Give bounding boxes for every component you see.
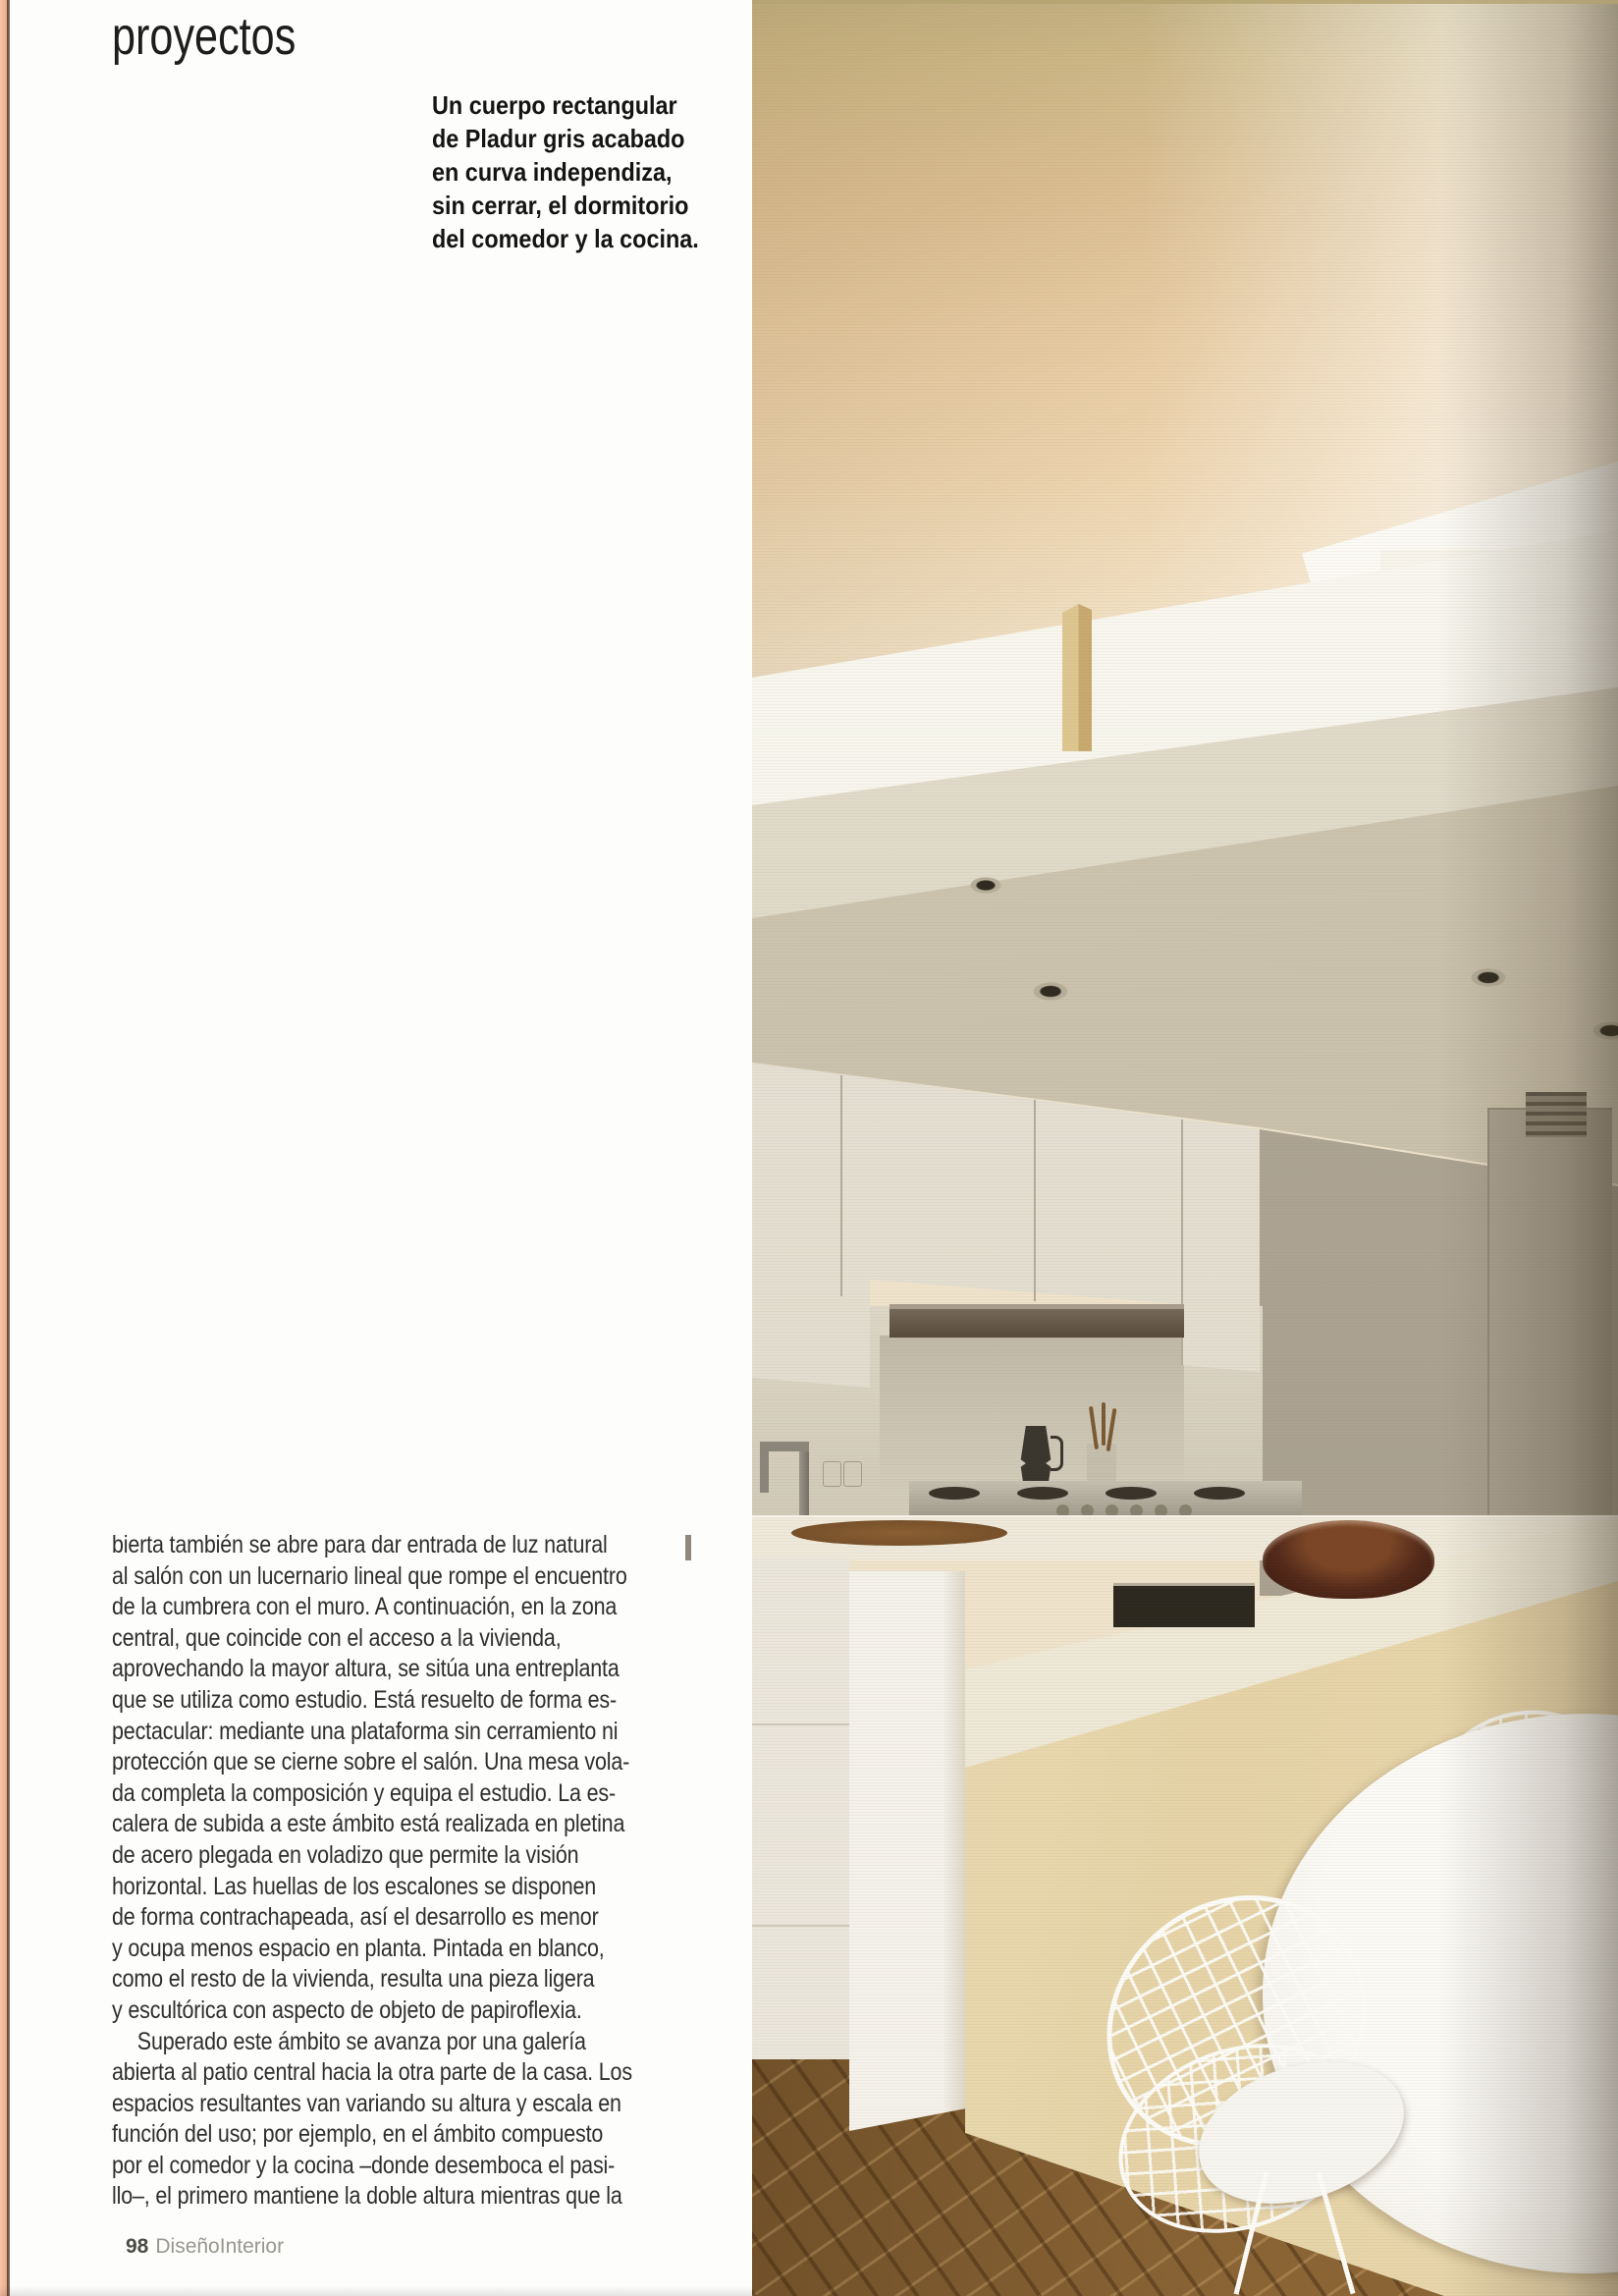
burner-grate — [929, 1487, 980, 1500]
scan-edge-line — [752, 0, 1618, 4]
moka-pot-handle — [1051, 1436, 1063, 1471]
text-line: Un cuerpo rectangular — [432, 90, 677, 120]
drawer-seam — [752, 1723, 849, 1725]
text-line: de Pladur gris acabado — [432, 124, 685, 153]
text-line: función del uso; por ejemplo, en el ámbito compuesto — [112, 2120, 604, 2149]
page-footer — [126, 2235, 284, 2259]
burner-grate — [1106, 1487, 1157, 1500]
burner-grate — [1194, 1487, 1245, 1500]
text-line: abierta al patio central hacia la otra parte de la casa. Los — [112, 2058, 632, 2087]
cabinet-seam — [840, 1075, 842, 1296]
text-line: por el comedor y la cocina –donde desemboca el pasi- — [112, 2151, 616, 2179]
drawer-seam — [752, 1925, 849, 1927]
page-number: 98 — [126, 2235, 149, 2258]
lower-drawer-fronts — [752, 1558, 849, 2059]
tall-gray-door — [1487, 1108, 1612, 1542]
text-line: horizontal. Las huellas de los escalones se disponen — [112, 1872, 597, 1900]
white-pilaster — [849, 1571, 965, 2131]
oven-handle-slot — [1113, 1583, 1255, 1627]
text-line: y escultórica con aspecto de objeto de papiroflexia. — [112, 1995, 582, 2024]
text-line: pectacular: mediante una plataforma sin cerramiento ni — [112, 1717, 619, 1745]
ceiling-spotlight — [1471, 968, 1506, 987]
text-line: central, que coincide con el acceso a la vivienda, — [112, 1623, 562, 1652]
article-body — [112, 1530, 717, 2213]
pladur-pillar — [1062, 604, 1092, 751]
text-line: da completa la composición y equipa el estudio. La es- — [112, 1778, 616, 1807]
vent-grille — [1526, 1092, 1587, 1137]
text-line: de forma contrachapeada, así el desarrollo es menor — [112, 1903, 599, 1932]
page-bottom-shadow — [0, 2286, 752, 2296]
ceiling-spotlight — [1033, 982, 1068, 1001]
faucet-spout — [760, 1442, 769, 1493]
text-line: en curva independiza, — [432, 157, 673, 187]
chair-leg — [1316, 2172, 1355, 2294]
text-line: protección que se cierne sobre el salón. Una mesa vola- — [112, 1748, 630, 1777]
cabinet-seam — [1034, 1100, 1036, 1301]
text-line: calera de subida a este ámbito está realizada en pletina — [112, 1810, 625, 1838]
burner-grate — [1017, 1487, 1068, 1500]
scanned-page-edge-line — [7, 0, 10, 2296]
text-line: aprovechando la mayor altura, se sitúa una entreplanta — [112, 1655, 620, 1683]
text-line: como el resto de la vivienda, resulta una pieza ligera — [112, 1965, 595, 1994]
wooden-cutting-boards — [791, 1520, 1007, 1546]
text-line: bierta también se abre para dar entrada de luz natural — [112, 1531, 608, 1558]
text-line: al salón con un lucernario lineal que rompe el encuentro — [112, 1561, 627, 1590]
utensil-holder — [1087, 1444, 1116, 1485]
text-line: sin cerrar, el dormitorio — [432, 191, 689, 220]
magazine-name: DiseñoInterior — [155, 2235, 285, 2258]
range-hood — [890, 1304, 1184, 1338]
text-line: de la cumbrera con el muro. A continuación, en la zona — [112, 1593, 618, 1621]
power-outlet — [823, 1461, 862, 1485]
text-line: y ocupa menos espacio en planta. Pintada en blanco, — [112, 1934, 605, 1962]
text-line: espacios resultantes van variando su altura y escala en — [112, 2089, 621, 2117]
ceiling-spotlight — [970, 877, 1001, 894]
text-line: que se utiliza como estudio. Está resuelto de forma es- — [112, 1685, 617, 1714]
kitchen-photograph — [752, 0, 1618, 2296]
article-paragraph — [112, 2027, 717, 2214]
bertoia-wire-chair — [1102, 1856, 1426, 2296]
gas-cooktop — [909, 1481, 1302, 1520]
scanned-page-edge — [0, 0, 7, 2296]
article-paragraph — [112, 1530, 717, 2027]
text-line: del comedor y la cocina. — [432, 224, 699, 253]
photo-caption — [432, 88, 728, 255]
wooden-bowl — [1263, 1520, 1434, 1599]
section-label: proyectos — [112, 7, 297, 66]
text-line: de acero plegada en voladizo que permite la visión — [112, 1840, 579, 1869]
text-line: llo–, el primero mantiene la doble altura mientras que la — [112, 2182, 622, 2211]
text-line: Superado este ámbito se avanza por una galería — [136, 2027, 586, 2055]
wooden-spoon — [1102, 1402, 1106, 1446]
